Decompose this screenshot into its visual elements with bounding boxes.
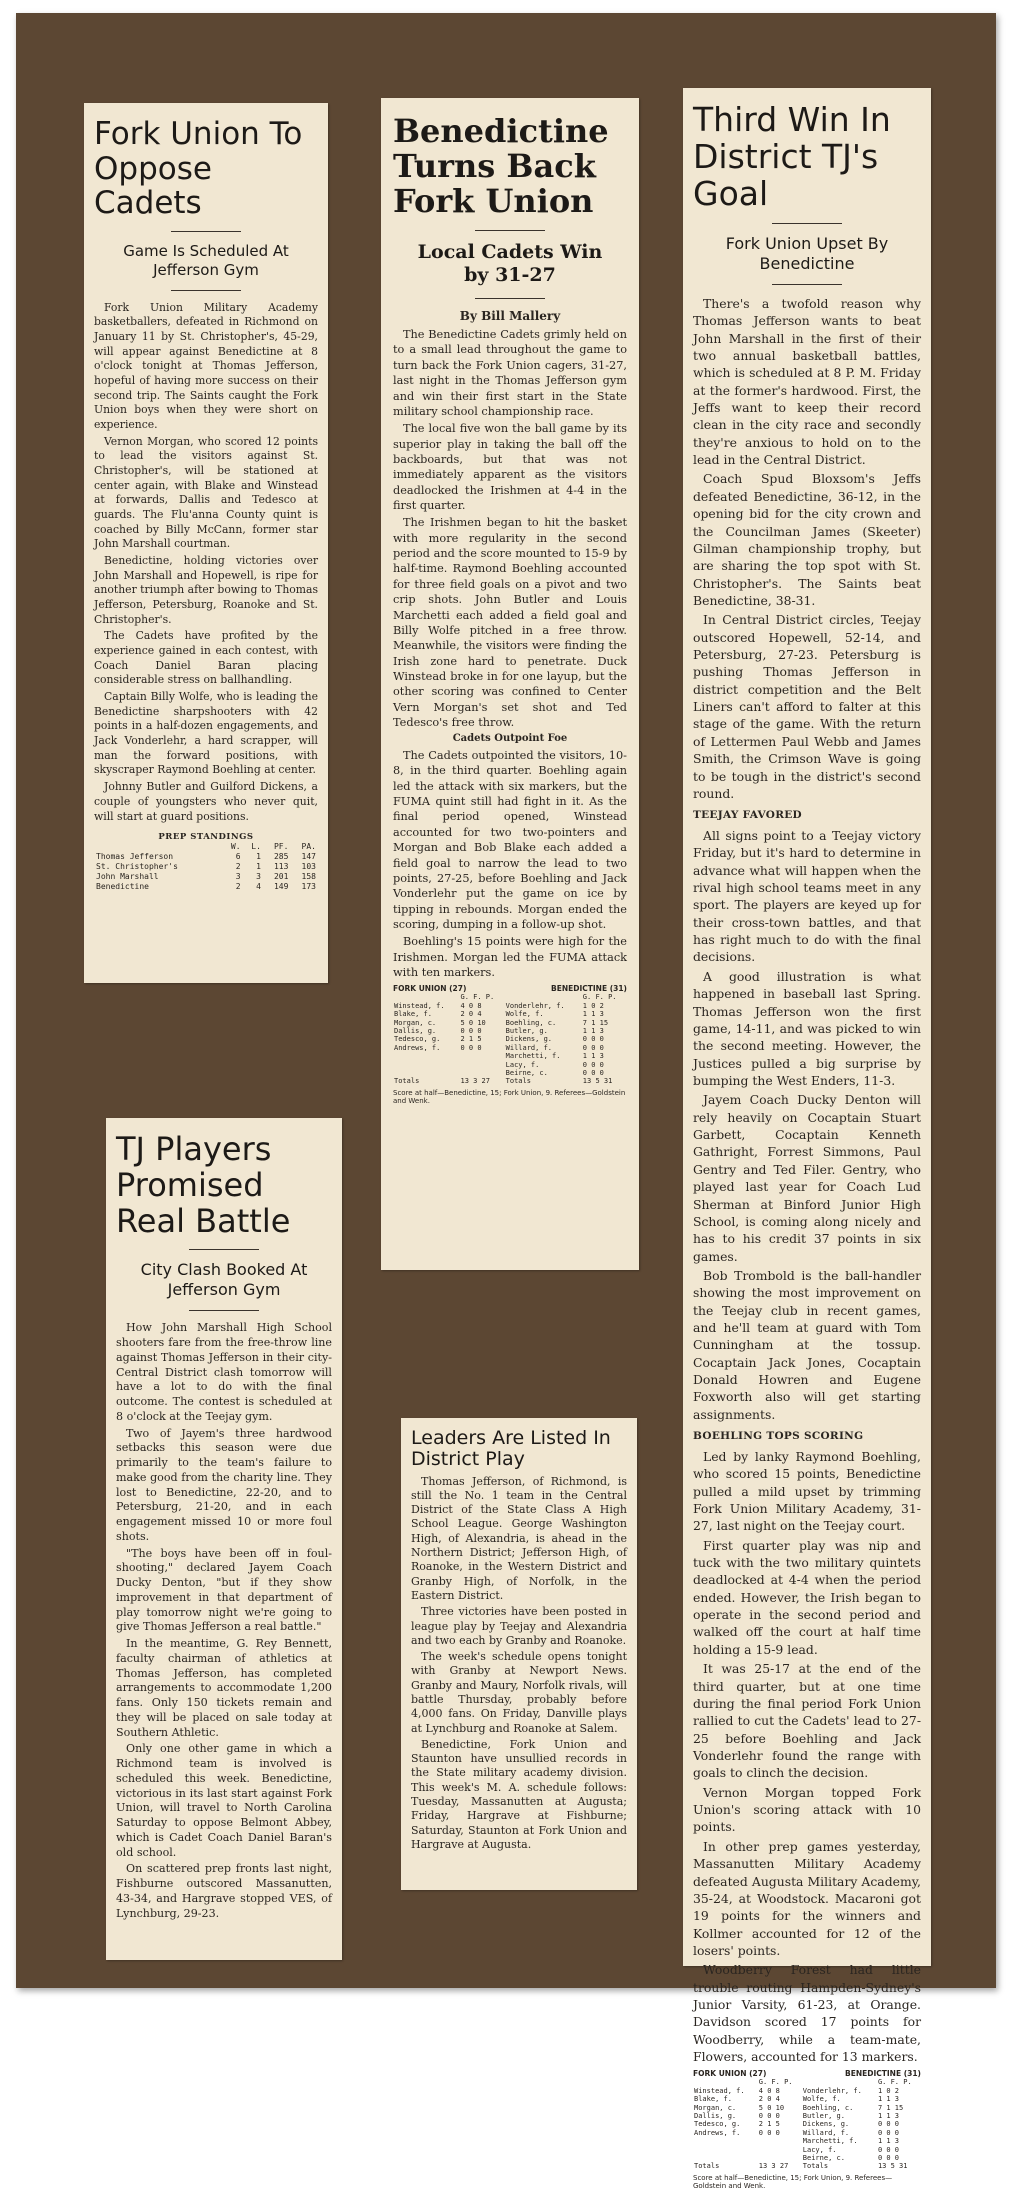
totals: 13 3 27 xyxy=(460,1077,490,1086)
stats: 7 1 15 xyxy=(582,1018,609,1027)
stats: 0 0 0 xyxy=(582,1035,604,1044)
paragraph: Led by lanky Raymond Boehling, who scored 15 points, Benedictine pulled a mild upset by trimming Fork Union Military Academy, 31-27, last night on the Teejay court. xyxy=(693,1448,921,1534)
stats: 4 0 8 xyxy=(758,2086,780,2095)
team: Benedictine xyxy=(96,882,149,892)
stats xyxy=(459,1052,504,1060)
stats: 0 0 0 xyxy=(758,2128,780,2137)
paragraph: Only one other game in which a Richmond team is involved is scheduled this week. Benedictine, victorious in its last start against Fork Union, will travel to North Carolina Saturday to oppose Belmont Abbey, which is Cadet Coach Daniel Baran's old school. xyxy=(116,1742,332,1859)
divider xyxy=(475,230,545,231)
paragraph: Vernon Morgan topped Fork Union's scoring attack with 10 points. xyxy=(693,1784,921,1835)
box-row xyxy=(693,2095,921,2103)
paragraph: The Cadets outpointed the visitors, 10-8, in the third quarter. Boehling again led the attack with six markers, but the FUMA quint still had fight in it. As the final period opened, Winstead accounted for two two-pointers and Morgan and Bob Blake each added a field goal to narrow the lead to two points, 27-25, before Boehling and Jack Vonderlehr put the game on ice by tipping in rebounds. Morgan ended the scoring, dumping in a follow-up shot. xyxy=(393,749,627,931)
box-row xyxy=(393,1027,627,1035)
player: Lacy, f. xyxy=(802,2145,837,2154)
paragraph: A good illustration is what happened in baseball last Spring. Thomas Jefferson won the first game, 14-11, and was picked to win the second meeting. However, the Justices pulled a big surprise by bumping the West Enders, 11-3. xyxy=(693,968,921,1088)
subhead: Local Cadets Win by 31-27 xyxy=(417,240,603,287)
player xyxy=(693,2137,758,2145)
article-body xyxy=(411,1475,627,1853)
points-against: 173 xyxy=(301,882,316,892)
box-row xyxy=(693,2154,921,2162)
paragraph: All signs point to a Teejay victory Friday, but it's hard to determine in advance what will happen when the rival high school teams meet in any sport. The players are keyed up for their cross-town battles, and that has right much to do with the final decisions. xyxy=(693,827,921,965)
stats: 0 0 0 xyxy=(877,2145,900,2154)
player xyxy=(693,2154,758,2162)
player: Tedesco, g. xyxy=(394,1035,441,1044)
box-row xyxy=(693,2146,921,2154)
player: Winstead, f. xyxy=(694,2086,745,2095)
stats: 1 1 3 xyxy=(582,1010,604,1019)
stats: 5 0 10 xyxy=(460,1018,486,1027)
player: Dickens, g. xyxy=(505,1035,552,1044)
paragraph: "The boys have been off in foul-shooting," declared Jayem Coach Ducky Denton, "but if they show improvement in that department of play tomorrow night we're going to give Thomas Jefferson a real battle." xyxy=(116,1546,332,1634)
standings-row xyxy=(94,862,318,872)
player xyxy=(693,2146,758,2154)
player: Dickens, g. xyxy=(802,2120,850,2129)
divider xyxy=(475,298,545,299)
stats: 1 1 3 xyxy=(877,2112,900,2121)
stats: 1 0 2 xyxy=(877,2086,900,2095)
player: Marchetti, f. xyxy=(505,1052,561,1061)
box-row xyxy=(693,2120,921,2128)
totals-label: Totals xyxy=(802,2162,829,2171)
stats: 0 0 0 xyxy=(460,1026,482,1035)
standings-table xyxy=(94,842,318,892)
headline: Leaders Are Listed In District Play xyxy=(411,1427,611,1471)
stats: 0 0 0 xyxy=(877,2128,900,2137)
paragraph: Woodberry Forest had little trouble routing Hampden-Sydney's Junior Varsity, 61-23, at Orange. Davidson scored 17 points for Woodberry, while a team-mate, Flowers, accounted for 13 markers. xyxy=(693,1962,921,2065)
divider xyxy=(772,223,842,224)
box-score-footer: Score at half—Benedictine, 15; Fork Union, 9. Referees—Goldstein and Wenk. xyxy=(693,2173,893,2191)
clipping-third-win-in-district xyxy=(683,88,931,2191)
article-body xyxy=(116,1321,332,1921)
player: Boehling, c. xyxy=(505,1018,557,1027)
stats: 2 1 5 xyxy=(460,1035,482,1044)
box-score-footer: Score at half—Benedictine, 15; Fork Union, 9. Referees—Goldstein and Wenk. xyxy=(393,1088,626,1106)
stats: 1 1 3 xyxy=(582,1026,604,1035)
away-team: FORK UNION (27) xyxy=(693,2069,767,2079)
clipping-fork-union-to-oppose-cadets xyxy=(84,103,328,983)
player: Beirne, c. xyxy=(802,2153,845,2162)
byline: By Bill Mallery xyxy=(459,309,561,324)
paragraph: Two of Jayem's three hardwood setbacks this season were due primarily to the team's failure to make good from the charity line. They lost to Benedictine, 22-20, and to Petersburg, 21-20, and in each engagement missed 10 or more foul shots. xyxy=(116,1426,332,1543)
stats: 0 0 0 xyxy=(582,1043,604,1052)
player: Wolfe, f. xyxy=(505,1010,544,1019)
headline: Third Win In District TJ's Goal xyxy=(693,100,891,213)
standings-row xyxy=(94,852,318,862)
paragraph: The Irishmen began to hit the basket with more regularity in the second period and the score mounted to 15-9 by half-time. Raymond Boehling accounted for three field goals on a pivot and two crip shots. John Butler and Louis Marchetti each added a field goal and Billy Wolfe pitched in a free throw. Meanwhile, the visitors were finding the Irish zone hard to penetrate. Duck Winstead broke in for one layup, but the other scoring was confined to Center Vern Morgan's set shot and Ted Tedesco's free throw. xyxy=(393,516,627,730)
stats: 0 0 0 xyxy=(582,1060,604,1069)
player: Vonderlehr, f. xyxy=(802,2086,862,2095)
home-team: BENEDICTINE (31) xyxy=(845,2069,921,2079)
paragraph: Benedictine, holding victories over John Marshall and Hopewell, is ripe for another triumph after bowing to Thomas Jefferson, Petersburg, Roanoke and St. Christopher's. xyxy=(94,554,318,626)
points-against: 147 xyxy=(301,852,316,862)
points-against: 103 xyxy=(301,862,316,872)
stats: 4 0 8 xyxy=(460,1001,482,1010)
player: Dallis, g. xyxy=(694,2112,737,2121)
paragraph: On scattered prep fronts last night, Fishburne outscored Massanutten, 43-34, and Hargrave stopped VES, of Lynchburg, 29-23. xyxy=(116,1862,332,1920)
player: Andrews, f. xyxy=(394,1043,441,1052)
player: Morgan, c. xyxy=(394,1018,437,1027)
standings-row xyxy=(94,882,318,892)
player: Dallis, g. xyxy=(394,1026,437,1035)
divider xyxy=(772,284,842,285)
player: Willard, f. xyxy=(802,2128,850,2137)
stat-cols: G. F. P. xyxy=(758,2078,793,2087)
divider xyxy=(171,231,241,232)
box-row xyxy=(693,2129,921,2137)
losses: 3 xyxy=(256,872,261,882)
paragraph: The Cadets have profited by the experience gained in each contest, with Coach Daniel Baran placing considerable stress on ballhandling. xyxy=(94,629,318,687)
paragraph: Fork Union Military Academy basketballers, defeated in Richmond on January 11 by St. Christopher's, 45-29, will appear against Benedictine at 8 o'clock tonight at Thomas Jefferson, hopeful of having more success on their second trip. The Saints caught the Fork Union boys when they were short on experience. xyxy=(94,300,318,432)
wins: 6 xyxy=(235,852,241,862)
divider xyxy=(171,290,241,291)
col-l: L. xyxy=(251,842,261,852)
standings-row xyxy=(94,872,318,882)
subhead: Game Is Scheduled At Jefferson Gym xyxy=(123,242,289,279)
stats: 1 1 3 xyxy=(582,1052,604,1061)
box-score-header xyxy=(393,984,627,993)
paragraph: The local five won the ball game by its superior play in taking the ball off the backboards, but that was not immediately apparent as the visitors deadlocked the Irishmen at 4-4 in the first quarter. xyxy=(393,422,627,513)
stats xyxy=(758,2146,802,2154)
box-row xyxy=(393,1069,627,1077)
paragraph: The Benedictine Cadets grimly held on to a small lead throughout the game to turn back the Fork Union cagers, 31-27, last night in the Thomas Jefferson gym and win their first start in the State military school championship race. xyxy=(393,328,627,418)
col-pa: PA. xyxy=(301,842,316,852)
points-for: 201 xyxy=(273,872,289,882)
player xyxy=(393,1061,459,1069)
subhead: Fork Union Upset By Benedictine xyxy=(725,233,889,273)
player: Boehling, c. xyxy=(802,2103,854,2112)
paragraph: How John Marshall High School shooters fare from the free-throw line against Thomas Jefferson in their city-Central District clash tomorrow will have a lot to do with the final outcome. The contest is scheduled at 8 o'clock at the Teejay gym. xyxy=(116,1321,332,1423)
paragraph: Thomas Jefferson, of Richmond, is still the No. 1 team in the Central District of the State Class A High School League. George Washington High, of Alexandria, is ahead in the Northern District; Jefferson High, of Roanoke, in the Western District and Granby High, of Norfolk, in the Eastern District. xyxy=(411,1474,627,1602)
points-against: 158 xyxy=(301,872,316,882)
stats: 7 1 15 xyxy=(877,2103,904,2112)
paragraph: Bob Trombold is the ball-handler showing the most improvement on the Teejay club in recent games, and he'll team at guard with Tom Cunningham at the tossup. Cocaptain Jack Jones, Cocaptain Donald Howren and Eugene Foxworth also will get starting assignments. xyxy=(693,1267,921,1422)
home-team: BENEDICTINE (31) xyxy=(551,984,627,994)
totals-label: Totals xyxy=(394,1077,420,1086)
stat-cols: G. F. P. xyxy=(460,993,495,1002)
totals-label: Totals xyxy=(694,2162,720,2171)
player: Lacy, f. xyxy=(505,1060,540,1069)
paragraph: The week's schedule opens tonight with Granby at Newport News. Granby and Maury, Norfolk rivals, will battle Thursday, probably before 4,000 fans. On Friday, Danville plays at Lynchburg and Roanoke at Salem. xyxy=(411,1650,627,1735)
totals: 13 5 31 xyxy=(582,1077,613,1086)
stats: 0 0 0 xyxy=(582,1068,604,1077)
player: Vonderlehr, f. xyxy=(505,1001,565,1010)
box-row xyxy=(393,1010,627,1018)
headline: Fork Union To Oppose Cadets xyxy=(94,116,303,222)
paragraph: First quarter play was nip and tuck with the two military quintets deadlocked at 4-4 when the period ended. However, the Irish began to operate in the second period and walked off the court at half time holding a 15-9 lead. xyxy=(693,1537,921,1657)
box-score xyxy=(393,993,627,1085)
player: Blake, f. xyxy=(694,2095,732,2104)
team: Thomas Jefferson xyxy=(96,852,174,862)
losses: 4 xyxy=(256,882,261,892)
stats: 5 0 10 xyxy=(758,2103,785,2112)
paragraph: Coach Spud Bloxsom's Jeffs defeated Benedictine, 36-12, in the opening bid for the city crown and the Councilman James (Skeeter) Gilman championship trophy, but are sharing the top spot with St. Christopher's. The Saints beat Benedictine, 38-31. xyxy=(693,471,921,608)
losses: 1 xyxy=(256,852,261,862)
stats: 0 0 0 xyxy=(877,2153,900,2162)
box-row xyxy=(393,1044,627,1052)
paragraph: Vernon Morgan, who scored 12 points to lead the visitors against St. Christopher's, will be stationed at center again, with Blake and Winstead at forwards, Dallis and Tedesco at guards. The Flu'anna County quint is coached by Billy McCann, former star John Marshall courtman. xyxy=(94,434,318,551)
paragraph: Three victories have been posted in league play by Teejay and Alexandria and two each by Granby and Roanoke. xyxy=(411,1605,627,1647)
player xyxy=(393,1069,459,1077)
col-pf: PF. xyxy=(273,842,289,852)
stats xyxy=(758,2137,802,2145)
stats xyxy=(459,1061,504,1069)
divider xyxy=(189,1310,259,1311)
points-for: 285 xyxy=(273,852,289,862)
paragraph: Jayem Coach Ducky Denton will rely heavily on Cocaptain Stuart Garbett, Cocaptain Kenneth Gathright, Forrest Simmons, Paul Gentry and Ted Filer. Gentry, who played last year for Coach Lud Sherman at Binford Junior High School, is coming along nicely and has to his credit 37 points in six games. xyxy=(693,1092,921,1264)
box-row xyxy=(693,2104,921,2112)
box-score-header xyxy=(693,2069,921,2078)
stats: 0 0 0 xyxy=(877,2120,900,2129)
totals: 13 3 27 xyxy=(758,2162,789,2171)
article-body xyxy=(693,295,921,2066)
stats: 1 1 3 xyxy=(877,2095,900,2104)
subhead: City Clash Booked At Jefferson Gym xyxy=(140,1260,308,1300)
player: Wolfe, f. xyxy=(802,2095,841,2104)
player: Tedesco, g. xyxy=(694,2120,741,2129)
paragraph: Captain Billy Wolfe, who is leading the Benedictine sharpshooters with 42 points in a half-dozen engagements, and Jack Vonderlehr, a hard scrapper, will man the forward positions, with skyscraper Raymond Boehling at center. xyxy=(94,690,318,777)
points-for: 149 xyxy=(273,882,289,892)
player: Beirne, c. xyxy=(505,1068,548,1077)
player: Blake, f. xyxy=(394,1010,432,1019)
box-row xyxy=(393,1035,627,1043)
headline: TJ Players Promised Real Battle xyxy=(116,1130,291,1240)
col-w: W. xyxy=(230,842,241,852)
wins: 2 xyxy=(235,862,241,872)
away-team: FORK UNION (27) xyxy=(393,984,467,994)
stat-cols: G. F. P. xyxy=(582,993,617,1002)
standings-header xyxy=(94,842,318,852)
stats: 1 0 2 xyxy=(582,1001,604,1010)
wins: 2 xyxy=(235,882,241,892)
box-row xyxy=(393,1019,627,1027)
section-heading: Cadets Outpoint Foe xyxy=(452,733,568,745)
totals-label: Totals xyxy=(505,1077,531,1086)
stats xyxy=(758,2154,802,2162)
team: St. Christopher's xyxy=(96,862,178,872)
section-heading: BOEHLING TOPS SCORING xyxy=(693,1430,864,1443)
box-score xyxy=(693,2078,921,2170)
box-row xyxy=(693,2112,921,2120)
box-totals xyxy=(393,1077,627,1085)
player: Willard, f. xyxy=(505,1043,552,1052)
stats xyxy=(459,1069,504,1077)
article-body xyxy=(393,327,627,980)
headline: Benedictine Turns Back Fork Union xyxy=(393,112,609,221)
player: Butler, g. xyxy=(802,2112,845,2121)
player xyxy=(393,1052,459,1060)
stats: 0 0 0 xyxy=(460,1043,482,1052)
clipping-tj-players-promised-real-battle xyxy=(106,1118,342,1960)
paragraph: In other prep games yesterday, Massanutten Military Academy defeated Augusta Military Academy, 35-24, at Woodstock. Macaroni got 19 points for the winners and Kollmer accounted for 12 of the losers' points. xyxy=(693,1838,921,1958)
paragraph: Boehling's 15 points were high for the Irishmen. Morgan led the FUMA attack with ten markers. xyxy=(393,935,627,980)
totals: 13 5 31 xyxy=(877,2162,908,2171)
player: Morgan, c. xyxy=(694,2103,737,2112)
paragraph: Johnny Butler and Guilford Dickens, a couple of youngsters who never quit, will start at guard positions. xyxy=(94,780,318,823)
standings-title: PREP STANDINGS xyxy=(158,832,254,843)
wins: 3 xyxy=(235,872,241,882)
player: Marchetti, f. xyxy=(802,2137,858,2146)
stats: 2 0 4 xyxy=(758,2095,780,2104)
team: John Marshall xyxy=(96,872,159,882)
stats: 2 0 4 xyxy=(460,1010,482,1019)
stats: 0 0 0 xyxy=(758,2112,780,2121)
paragraph: It was 25-17 at the end of the third quarter, but at one time during the final period Fork Union rallied to cut the Cadets' lead to 27-25 before Boehling and Jack Vonderlehr found the range with goals to clinch the decision. xyxy=(693,1661,921,1781)
paragraph: In Central District circles, Teejay outscored Hopewell, 52-14, and Petersburg, 27-23. Petersburg is pushing Thomas Jefferson in district competition and the Belt Liners can't afford to falter at this stage of the game. With the return of Lettermen Paul Webb and James Smith, the Crimson Wave is going to be tough in the district's second round. xyxy=(693,612,921,801)
player: Winstead, f. xyxy=(394,1001,445,1010)
box-row xyxy=(393,1052,627,1060)
box-row xyxy=(393,1061,627,1069)
stats: 1 1 3 xyxy=(877,2137,900,2146)
box-row xyxy=(693,2137,921,2145)
clipping-benedictine-turns-back-fork-union xyxy=(381,98,639,1270)
points-for: 113 xyxy=(273,862,289,872)
col-team xyxy=(94,842,222,852)
article-body xyxy=(94,301,318,825)
player: Andrews, f. xyxy=(694,2128,741,2137)
paragraph: In the meantime, G. Rey Bennett, faculty chairman of athletics at Thomas Jefferson, has completed arrangements to accommodate 1,200 fans. Only 150 tickets remain and they will be placed on sale today at Southern Athletic. xyxy=(116,1637,332,1739)
paragraph: There's a twofold reason why Thomas Jefferson wants to beat John Marshall in the first of their two annual basketball battles, which is scheduled at 8 P. M. Friday at the former's hardwood. First, the Jeffs want to keep their record clean in the city race and secondly they're anxious to hold on to the lead in the Central District. xyxy=(693,295,921,468)
player: Butler, g. xyxy=(505,1026,548,1035)
box-row xyxy=(693,2087,921,2095)
section-heading: TEEJAY FAVORED xyxy=(693,809,802,822)
divider xyxy=(189,1249,259,1250)
stat-cols: G. F. P. xyxy=(877,2078,912,2087)
box-row xyxy=(393,1002,627,1010)
box-totals xyxy=(693,2162,921,2170)
losses: 1 xyxy=(256,862,261,872)
paragraph: Benedictine, Fork Union and Staunton have unsullied records in the State military academy division. This week's M. A. schedule follows: Tuesday, Massanutten at Augusta; Friday, Hargrave at Fishburne; Saturday, Staunton at Fork Union and Hargrave at Augusta. xyxy=(411,1737,627,1851)
stats: 2 1 5 xyxy=(758,2120,780,2129)
clipping-leaders-are-listed xyxy=(401,1418,637,1890)
